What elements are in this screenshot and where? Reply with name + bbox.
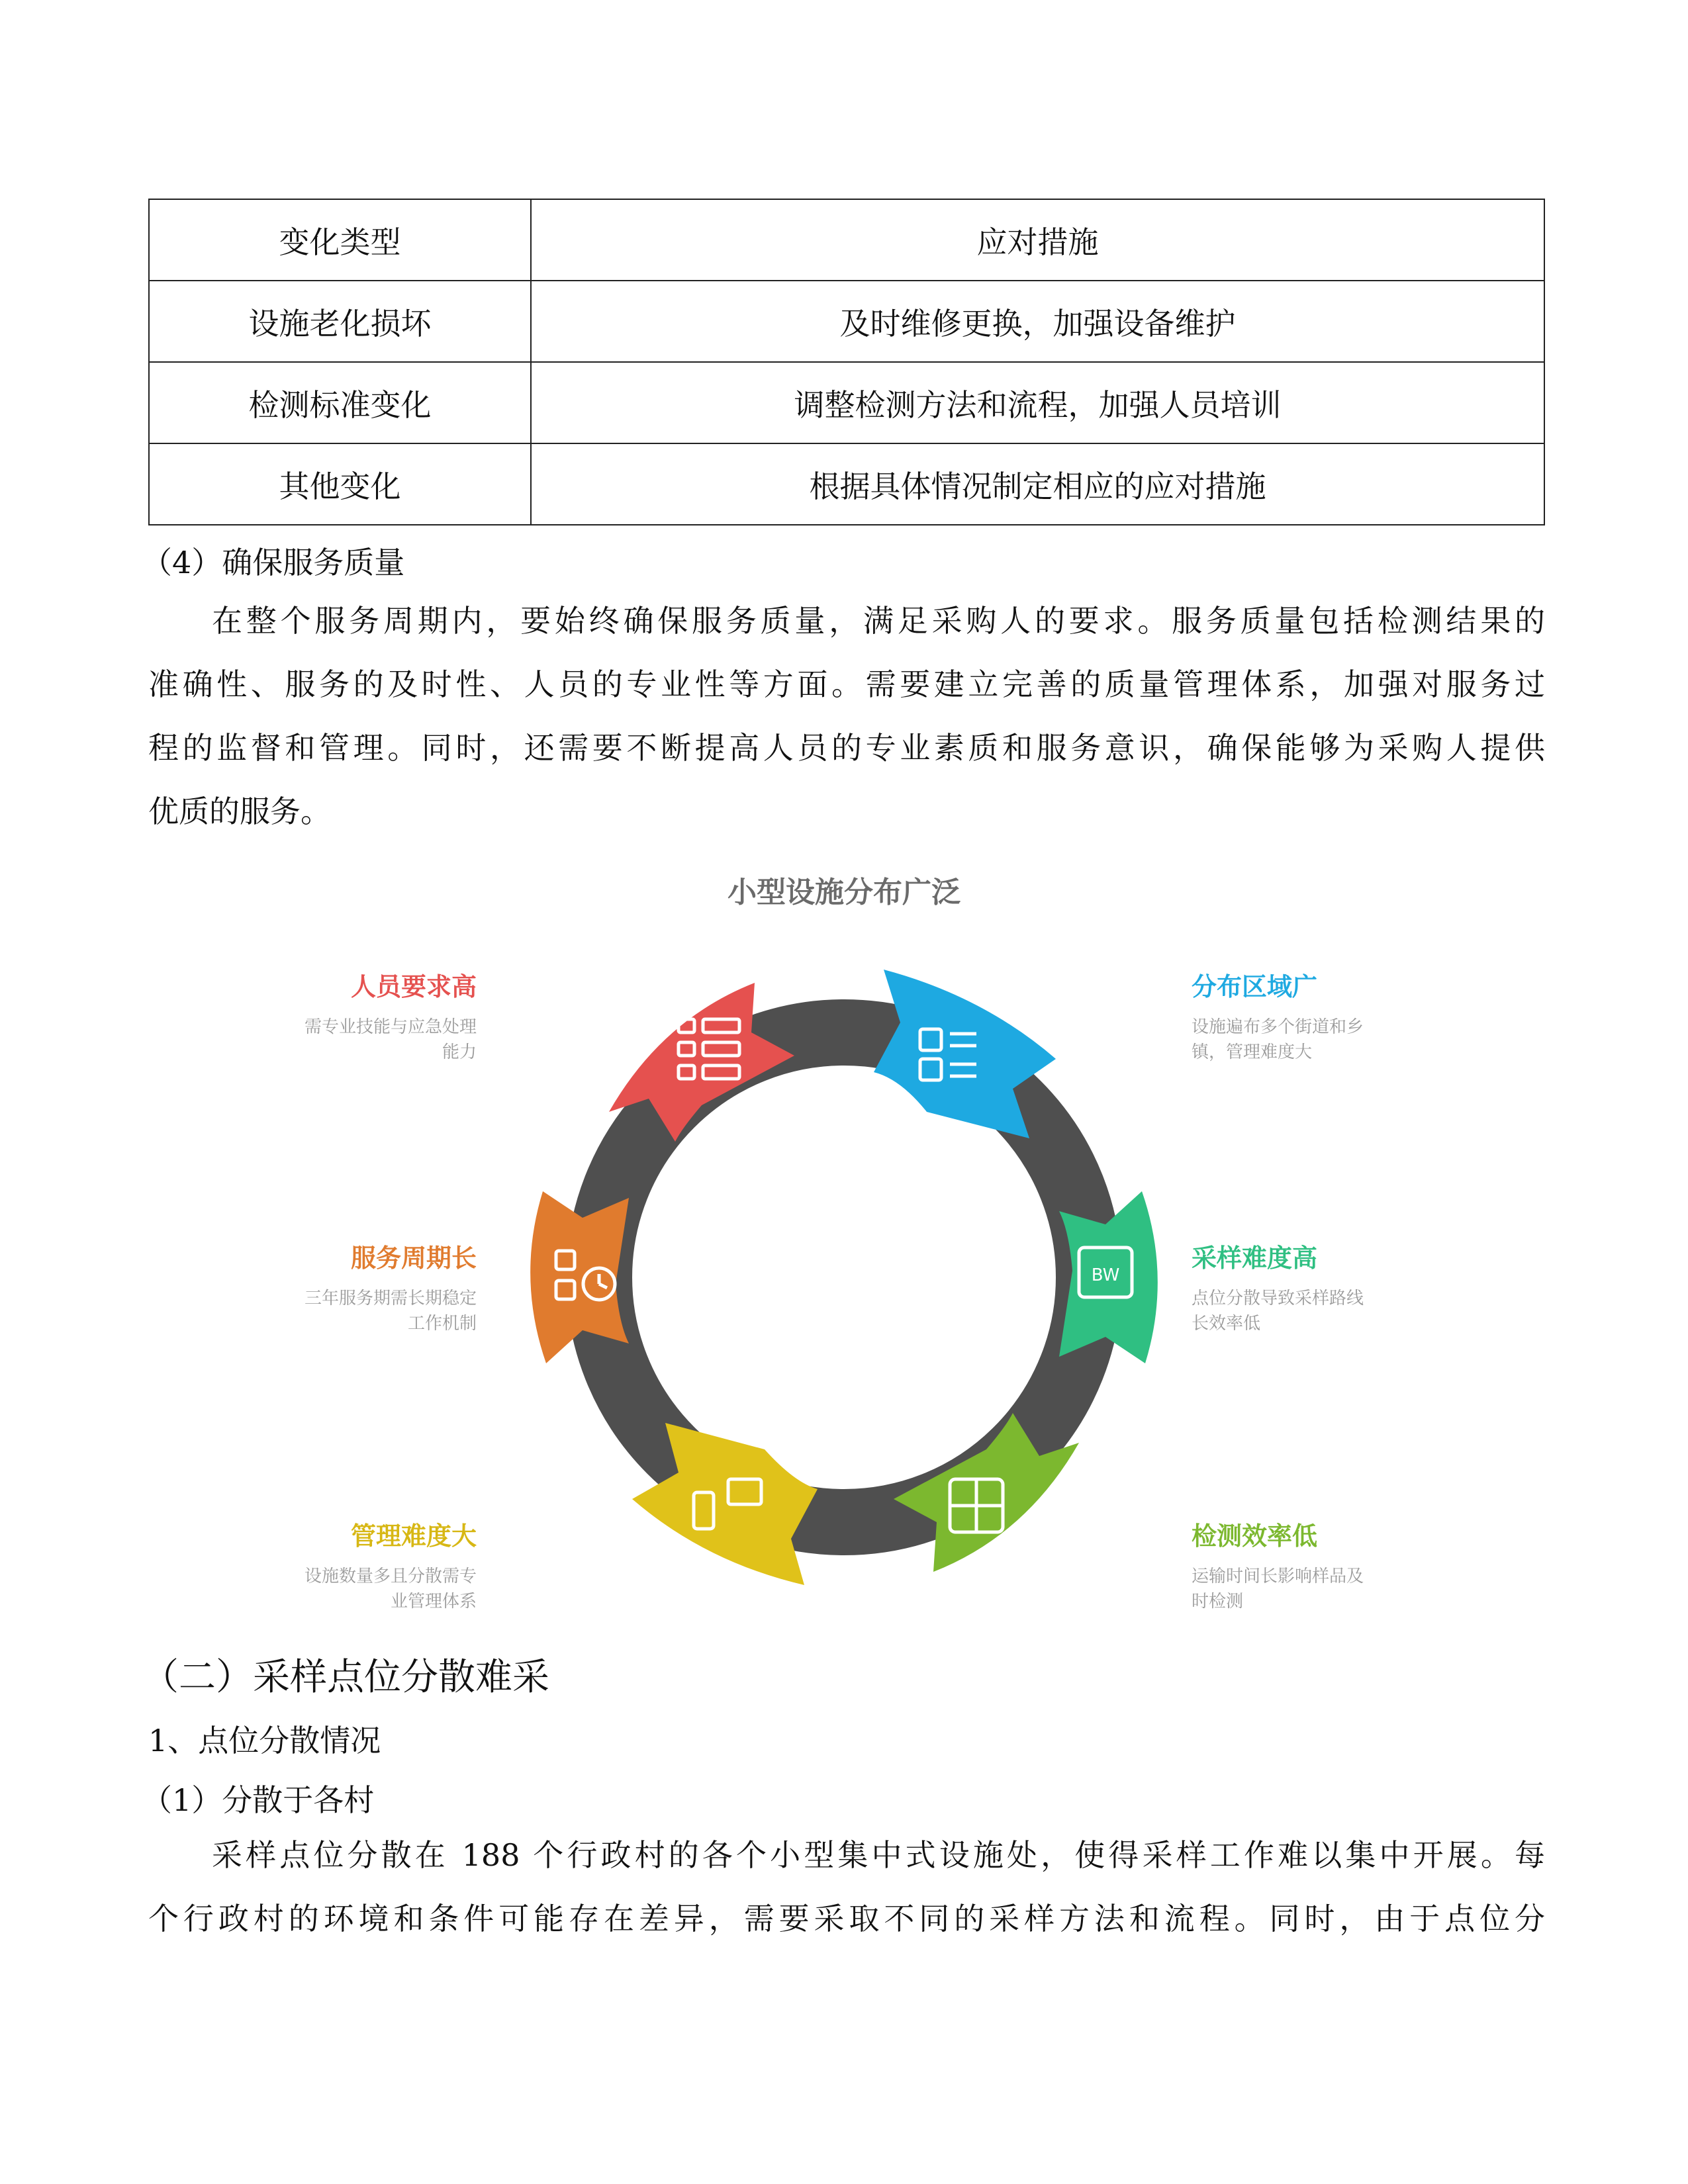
table-row	[149, 443, 1544, 525]
subheading-point-distribution: 1、点位分散情况	[148, 1723, 381, 1758]
change-measures-table	[148, 199, 1545, 525]
label-desc: 镇，管理难度大	[1192, 1042, 1313, 1062]
label-low-detection-efficiency	[1192, 1516, 1410, 1614]
label-desc: 工作机制	[407, 1314, 477, 1334]
table-cell: 检测标准变化	[149, 362, 531, 443]
label-wide-distribution	[1192, 966, 1410, 1065]
label-desc: 运输时间长影响样品及	[1192, 1567, 1364, 1586]
paragraph-line: 程的监督和管理。同时，还需要不断提高人员的专业素质和服务意识，确保能够为采购人提供	[148, 730, 1545, 766]
label-long-service-period	[258, 1238, 477, 1336]
label-desc: 能力	[442, 1042, 477, 1062]
challenge-cycle-diagram	[265, 860, 1423, 1641]
paragraph-line: 准确性、服务的及时性、人员的专业性等方面。需要建立完善的质量管理体系，加强对服务过	[148, 666, 1545, 702]
section-heading-service-quality: （4）确保服务质量	[142, 545, 405, 580]
table-cell: 及时维修更换，加强设备维护	[531, 281, 1544, 362]
label-title: 管理难度大	[350, 1522, 477, 1551]
table-row	[149, 281, 1544, 362]
label-desc: 点位分散导致采样路线	[1192, 1289, 1364, 1308]
label-desc: 设施遍布多个街道和乡	[1192, 1017, 1364, 1037]
table-cell: 调整检测方法和流程，加强人员培训	[531, 362, 1544, 443]
label-desc: 业管理体系	[390, 1592, 477, 1612]
bw-icon-label: BW	[1091, 1265, 1120, 1285]
table-header-row	[149, 199, 1544, 281]
label-title: 分布区域广	[1192, 972, 1318, 1001]
diagram-title: 小型设施分布广泛	[727, 876, 961, 909]
table-header-cell: 应对措施	[531, 199, 1544, 281]
table-cell: 根据具体情况制定相应的应对措施	[531, 443, 1544, 525]
section-heading-scattered-sampling: （二）采样点位分散难采	[142, 1656, 549, 1699]
paragraph-line: 采样点位分散在 188 个行政村的各个小型集中式设施处，使得采样工作难以集中开展。每	[212, 1837, 1545, 1873]
label-title: 检测效率低	[1192, 1522, 1318, 1551]
label-desc: 设施数量多且分散需专	[304, 1567, 477, 1586]
label-staff-requirements	[258, 966, 477, 1065]
table-cell: 其他变化	[149, 443, 531, 525]
label-title: 采样难度高	[1192, 1244, 1318, 1273]
label-desc: 长效率低	[1192, 1314, 1261, 1334]
paragraph-line: 在整个服务周期内，要始终确保服务质量，满足采购人的要求。服务质量包括检测结果的	[212, 603, 1545, 639]
subheading-villages: （1）分散于各村	[142, 1782, 375, 1818]
table-row	[149, 362, 1544, 443]
label-desc: 需专业技能与应急处理	[304, 1017, 477, 1037]
table-header-cell: 变化类型	[149, 199, 531, 281]
label-desc: 时检测	[1192, 1592, 1244, 1612]
paragraph-line: 优质的服务。	[148, 794, 331, 829]
label-desc: 三年服务期需长期稳定	[304, 1289, 477, 1308]
label-management-difficulty	[258, 1516, 477, 1614]
label-title: 服务周期长	[350, 1244, 477, 1273]
table-cell: 设施老化损坏	[149, 281, 531, 362]
label-title: 人员要求高	[350, 972, 477, 1001]
label-sampling-difficulty	[1192, 1238, 1410, 1336]
paragraph-line: 个行政村的环境和条件可能存在差异，需要采取不同的采样方法和流程。同时，由于点位分	[148, 1901, 1545, 1936]
